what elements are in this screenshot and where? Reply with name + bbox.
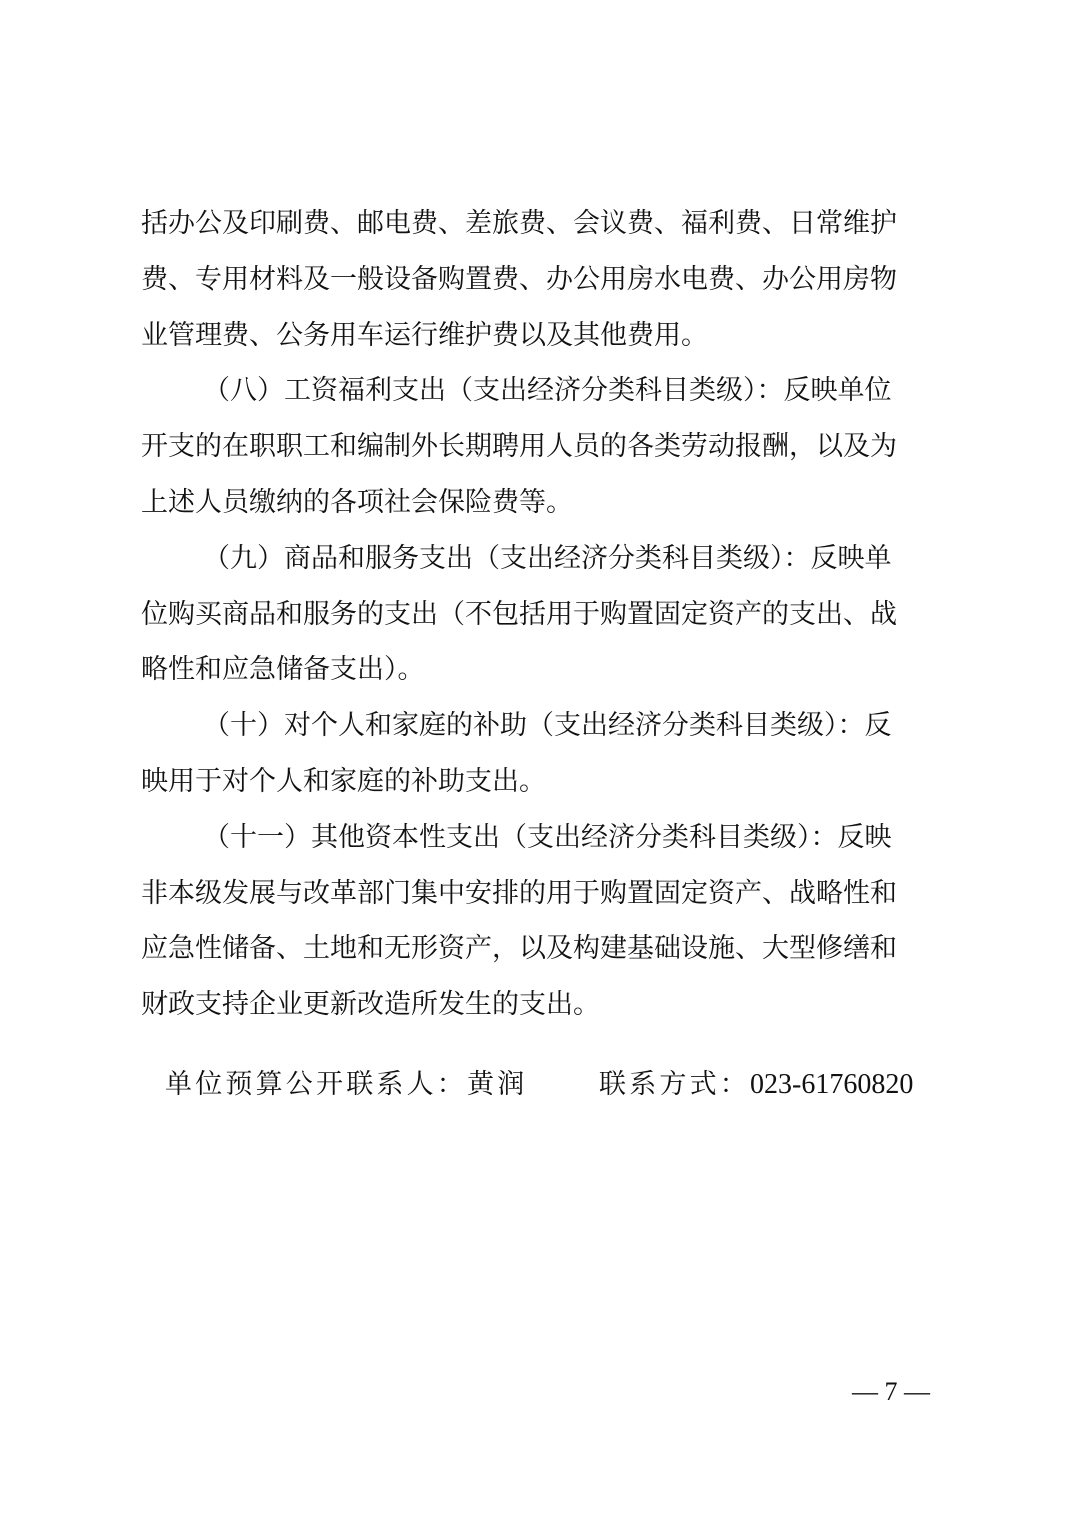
paragraph-other-capital-expenditure [141,810,941,1033]
text-line: 开支的在职职工和编制外长期聘用人员的各类劳动报酬，以及为 [141,431,897,463]
contact-person: 单位预算公开联系人：黄润 [165,1069,528,1100]
paragraph-personal-household-subsidy [141,698,941,810]
text-line: 应急性储备、土地和无形资产，以及构建基础设施、大型修缮和 [141,933,897,965]
paragraph-goods-services [141,531,941,698]
text-line: 非本级发展与改革部门集中安排的用于购置固定资产、战略性和 [141,877,897,909]
text-line: （八）工资福利支出（支出经济分类科目类级）：反映单位 [203,375,892,407]
text-line: 略性和应急储备支出）。 [141,654,425,686]
text-line: （九）商品和服务支出（支出经济分类科目类级）：反映单 [203,542,892,574]
text-line: 映用于对个人和家庭的补助支出。 [141,765,546,797]
paragraph-continued-expense-list [141,196,941,363]
contact-phone-number: 023-61760820 [750,1069,914,1100]
contact-method-label: 联系方式： [599,1069,750,1100]
text-line: 括办公及印刷费、邮电费、差旅费、会议费、福利费、日常维护 [141,208,897,239]
text-line: （十一）其他资本性支出（支出经济分类科目类级）：反映 [203,821,892,853]
page-number: — 7 — [852,1377,930,1406]
text-line: 业管理费、公务用车运行维护费以及其他费用。 [141,319,708,351]
text-line: 费、专用材料及一般设备购置费、办公用房水电费、办公用房物 [141,263,897,295]
contact-info [165,1065,925,1105]
paragraph-wages-welfare [141,363,941,530]
text-line: （十）对个人和家庭的补助（支出经济分类科目类级）：反 [203,710,892,742]
text-line: 位购买商品和服务的支出（不包括用于购置固定资产的支出、战 [141,598,897,630]
text-line: 上述人员缴纳的各项社会保险费等。 [141,486,573,518]
contact-method [599,1065,913,1105]
document-body [141,196,941,1033]
text-line: 财政支持企业更新改造所发生的支出。 [141,989,600,1021]
